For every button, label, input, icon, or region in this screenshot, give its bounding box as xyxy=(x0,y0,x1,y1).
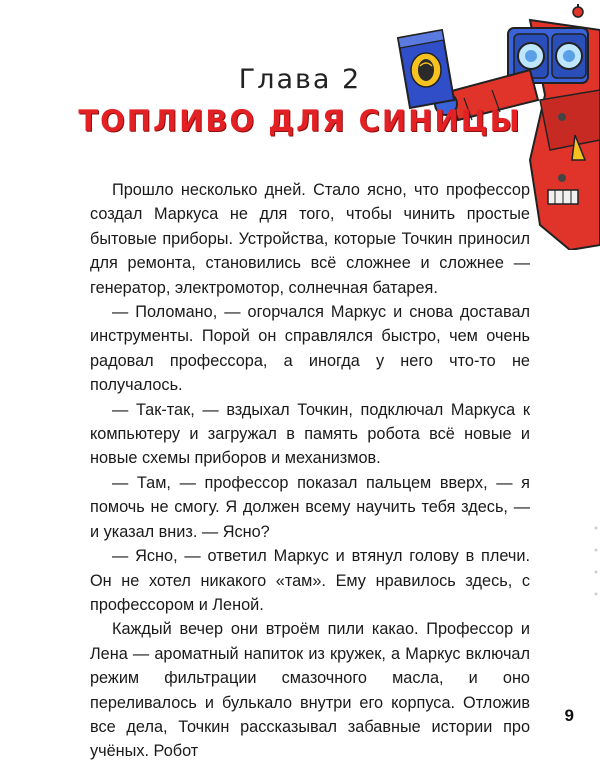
chapter-title: ТОПЛИВО ДЛЯ СИНИЦЫ xyxy=(78,104,522,138)
paragraph: — Там, — профессор показал пальцем вверх, — я помочь не смогу. Я должен всему научить тебя здесь, — и указал вниз. — Ясно? xyxy=(90,473,530,541)
paragraph: — Поломано, — огорчался Маркус и снова доставал инструменты. Порой он справлялся быстро, чем очень радовал профессора, а иногда у него что-то не получалось. xyxy=(90,303,530,395)
body-text xyxy=(90,178,530,764)
paragraph: Прошло несколько дней. Стало ясно, что профессор создал Маркуса не для того, чтобы чинить простые бытовые приборы. Устройства, которые Точкин приносил для ремонта, становились всё сложнее и сложнее — генератор, электромотор, солнечная батарея. xyxy=(90,181,530,297)
page-number: 9 xyxy=(564,706,574,725)
paragraph: — Так-так, — вздыхал Точкин, подключал Маркуса к компьютеру и загружал в память робота всё новые и новые схемы приборов и механизмов. xyxy=(90,400,530,468)
paragraph: — Ясно, — ответил Маркус и втянул голову в плечи. Он не хотел никакого «там». Ему нравилось здесь, с профессором и Леной. xyxy=(90,547,530,614)
chapter-label: Глава 2 xyxy=(238,64,362,95)
paragraph: Каждый вечер они втроём пили какао. Профессор и Лена — ароматный напиток из кружек, а Маркус включал режим фильтрации смазочного масла, и оно переливалось и булькало внутри его корпуса. Отложив все дела, Точкин рассказывал забавные истории про учёных. Робот xyxy=(90,620,530,761)
dotted-decoration xyxy=(586,520,600,620)
